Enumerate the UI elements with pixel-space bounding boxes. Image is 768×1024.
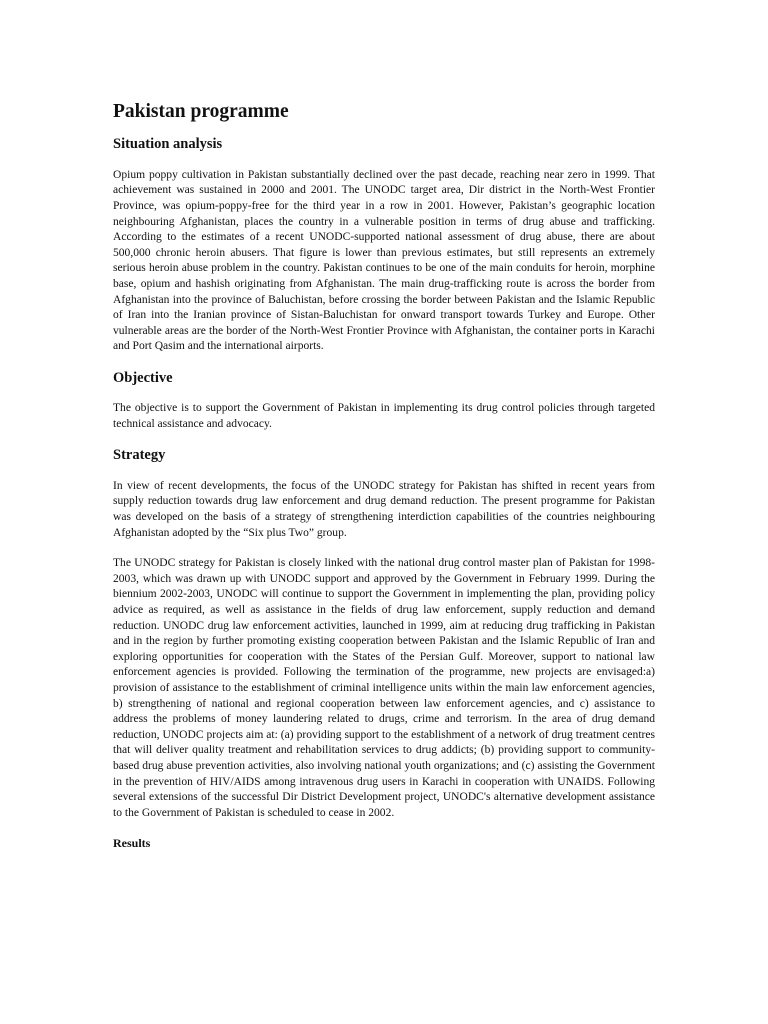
document-title: Pakistan programme [113,101,289,122]
section-heading-objective: Objective [113,369,173,386]
section-heading-strategy: Strategy [113,447,166,464]
situation-analysis-paragraph: Opium poppy cultivation in Pakistan substantially declined over the past decade, reaching near zero in 1999. That achievement was sustained in 2000 and 2001. The UNODC target area, Dir district in the North-West Frontier Province, was opium-poppy-free for the third year in a row in 2001. However, Pakistan’s geographic location neighbouring Afghanistan, places the country in a vulnerable position in terms of drug abuse and trafficking. According to the estimates of a recent UNODC-supported national assessment of drug abuse, there are about 500,000 chronic heroin abusers. That figure is lower than previous estimates, but still represents an extremely serious heroin abuse problem in the country. Pakistan continues to be one of the main conduits for heroin, morphine base, opium and hashish originating from Afghanistan. The main drug-trafficking route is across the border from Afghanistan into the province of Baluchistan, before crossing the border between Pakistan and the Islamic Republic of Iran into the Iranian province of Sistan-Baluchistan for onward transport towards Turkey and Europe. Other vulnerable areas are the border of the North-West Frontier Province with Afghanistan, the container ports in Karachi and Port Qasim and the international airports. [113,168,655,353]
section-heading-results: Results [113,836,151,851]
strategy-paragraph-1: In view of recent developments, the focus of the UNODC strategy for Pakistan has shifted in recent years from supply reduction towards drug law enforcement and drug demand reduction. The present programme for Pakistan was developed on the basis of a strategy of strengthening interdiction capabilities of the countries neighbouring Afghanistan adopted by the “Six plus Two” group. [113,479,655,539]
section-heading-situation-analysis: Situation analysis [113,136,223,153]
document-page [113,100,655,851]
strategy-paragraph-2: The UNODC strategy for Pakistan is closely linked with the national drug control master plan of Pakistan for 1998-2003, which was drawn up with UNODC support and approved by the Government in February 1999. During the biennium 2002-2003, UNODC will continue to support the Government in implementing the plan, providing policy advice as required, as well as assistance in the fields of drug law enforcement, supply reduction and demand reduction. UNODC drug law enforcement activities, launched in 1999, aim at reducing drug trafficking in Pakistan and in the region by further promoting existing cooperation between Pakistan and the Islamic Republic of Iran and exploring opportunities for cooperation with the States of the Persian Gulf. Moreover, support to national law enforcement agencies is provided. Following the termination of the programme, new projects are envisaged:a) provision of assistance to the establishment of criminal intelligence units within the main law enforcement agencies, b) strengthening of national and regional cooperation between law enforcement agencies, and c) assistance to address the problems of money laundering related to drugs, crime and terrorism. In the area of drug demand reduction, UNODC projects aim at: (a) providing support to the establishment of a network of drug treatment centres that will deliver quality treatment and rehabilitation services to drug addicts; (b) providing support to community-based drug abuse prevention activities, also involving national youth organizations; and (c) assisting the Government in the prevention of HIV/AIDS among intravenous drug users in Karachi in cooperation with UNAIDS. Following several extensions of the successful Dir District Development project, UNODC's alternative development assistance to the Government of Pakistan is scheduled to cease in 2002. [113,557,655,819]
objective-paragraph: The objective is to support the Government of Pakistan in implementing its drug control policies through targeted technical assistance and advocacy. [113,402,655,430]
